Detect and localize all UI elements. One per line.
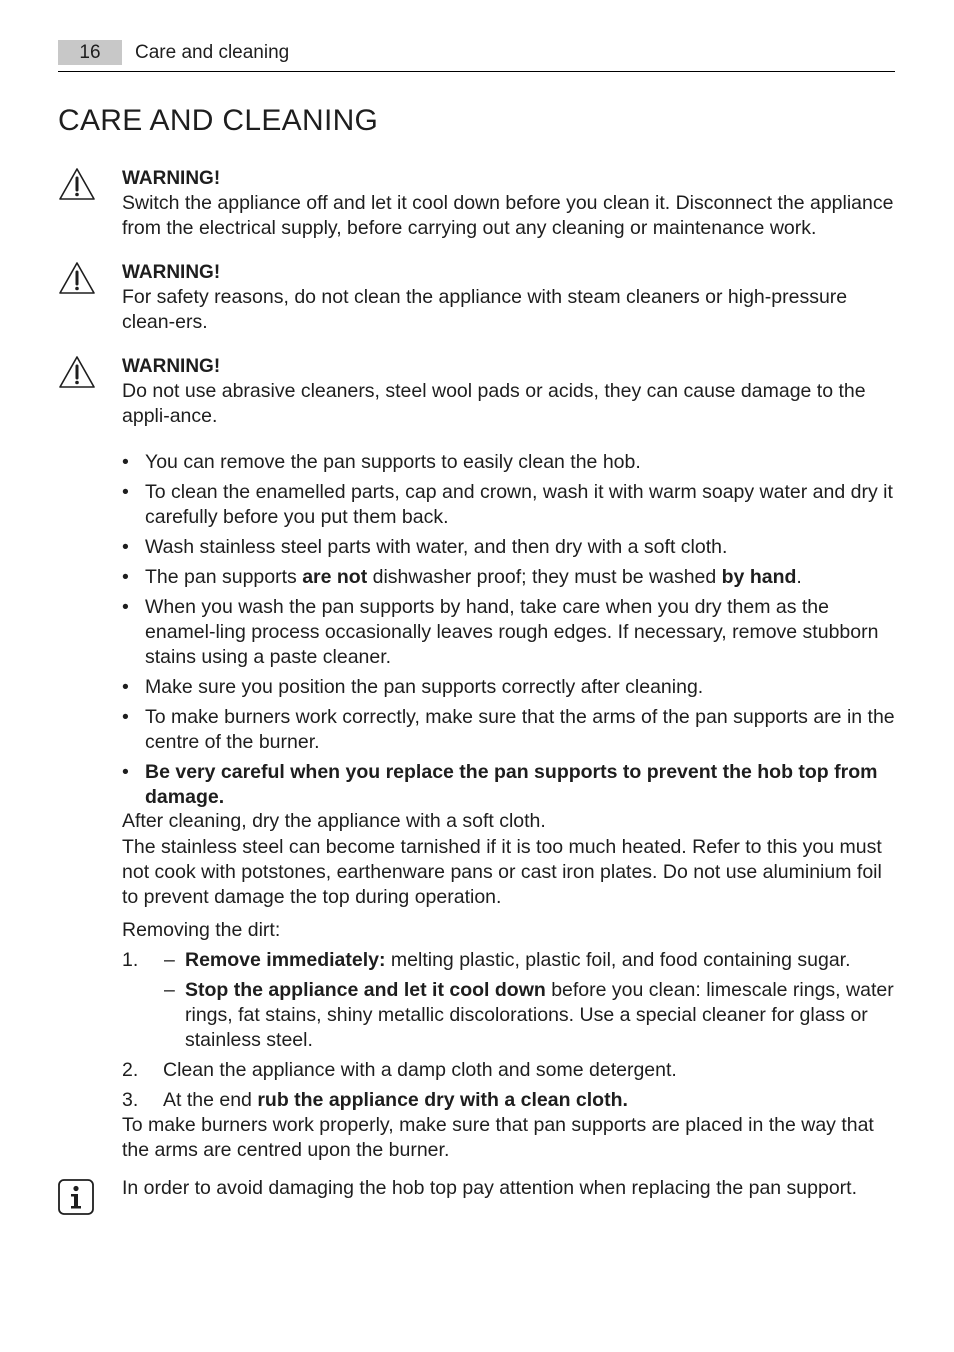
list-item xyxy=(122,595,895,670)
step-1 xyxy=(122,948,895,1053)
list-item-text: The pan supports xyxy=(145,566,303,588)
list-item-text: dishwasher proof; they must be washed xyxy=(367,566,722,588)
list-item xyxy=(122,450,895,475)
list-item-text: You can remove the pan supports to easily clean the hob. xyxy=(145,451,641,473)
list-item xyxy=(122,760,895,810)
cleaning-steps xyxy=(122,948,895,1118)
warning-text: For safety reasons, do not clean the appliance with steam cleaners or high-pressure clean-ers. xyxy=(122,286,848,333)
list-item-text: . xyxy=(796,566,802,588)
list-item xyxy=(122,675,895,700)
step-number: 3. xyxy=(122,1089,139,1111)
list-item xyxy=(122,565,895,590)
dash-marker: – xyxy=(164,949,175,971)
removing-dirt-heading: Removing the dirt: xyxy=(122,919,281,941)
page-title: CARE AND CLEANING xyxy=(58,104,379,137)
step-2 xyxy=(122,1058,895,1083)
info-block xyxy=(58,1176,894,1201)
emphasis-text: are not xyxy=(302,566,368,588)
list-item xyxy=(122,705,895,755)
burners-note: To make burners work properly, make sure that pan supports are placed in the way that the arms are centred upon the burner. xyxy=(122,1114,874,1161)
list-item xyxy=(122,535,895,560)
after-cleaning-text: After cleaning, dry the appliance with a soft cloth. xyxy=(122,810,546,832)
emphasis-text: Stop the appliance and let it cool down xyxy=(185,979,546,1001)
warning-triangle-icon xyxy=(58,261,96,295)
step-1-sub-a xyxy=(122,948,895,973)
warning-block-3 xyxy=(58,354,894,429)
list-item-text: Wash stainless steel parts with water, and then dry with a soft cloth. xyxy=(145,536,728,558)
warning-title: WARNING! xyxy=(122,356,221,377)
page-number: 16 xyxy=(58,40,122,65)
header-section-title: Care and cleaning xyxy=(135,42,290,63)
list-item xyxy=(122,480,895,530)
info-text: In order to avoid damaging the hob top pay attention when replacing the pan support. xyxy=(122,1177,858,1199)
step-text: melting plastic, plastic foil, and food containing sugar. xyxy=(385,949,851,971)
dash-marker: – xyxy=(164,979,175,1001)
warning-title: WARNING! xyxy=(122,168,221,189)
cleaning-tips-list xyxy=(122,450,895,815)
info-icon xyxy=(58,1179,94,1215)
warning-text: Switch the appliance off and let it cool down before you clean it. Disconnect the appliance from the electrical supply, before carrying out any cleaning or maintenance work. xyxy=(122,192,894,239)
list-item-text: To clean the enamelled parts, cap and crown, wash it with warm soapy water and dry it carefully before you put them back. xyxy=(145,481,893,528)
emphasis-text: Remove immediately: xyxy=(185,949,386,971)
list-item-text: Be very careful when you replace the pan supports to prevent the hob top from damage. xyxy=(145,761,878,808)
page-header xyxy=(58,40,895,72)
step-text-container xyxy=(122,1088,895,1113)
warning-triangle-icon xyxy=(58,355,96,389)
step-text: Clean the appliance with a damp cloth and some detergent. xyxy=(163,1059,677,1081)
warning-title: WARNING! xyxy=(122,262,221,283)
warning-block-1 xyxy=(58,166,894,241)
warning-triangle-icon xyxy=(58,167,96,201)
warning-text: Do not use abrasive cleaners, steel wool pads or acids, they can cause damage to the appli-ance. xyxy=(122,380,866,427)
step-text: before you clean: limescale rings, water rings, fat stains, shiny metallic discolorations. Use a special cleaner for glass or stainless steel. xyxy=(185,979,894,1051)
list-item-text: To make burners work correctly, make sure that the arms of the pan supports are in the centre of the burner. xyxy=(145,706,895,753)
step-3 xyxy=(122,1088,895,1113)
step-text: At the end xyxy=(163,1089,258,1111)
stainless-steel-note: The stainless steel can become tarnished if it is too much heated. Refer to this you must not cook with potstones, earthenware pans or cast iron plates. Do not use aluminium foil to prevent damage the top during operation. xyxy=(122,836,882,908)
warning-block-2 xyxy=(58,260,894,335)
emphasis-text: rub the appliance dry with a clean cloth. xyxy=(257,1089,628,1111)
step-1-sub-b xyxy=(122,978,895,1053)
step-number: 1. xyxy=(122,949,139,971)
step-number: 2. xyxy=(122,1059,139,1081)
emphasis-text: by hand xyxy=(721,566,797,588)
list-item-text: When you wash the pan supports by hand, take care when you dry them as the enamel-ling process occasionally leaves rough edges. If necessary, remove stubborn stains using a paste cleaner. xyxy=(145,596,879,668)
list-item-text: Make sure you position the pan supports correctly after cleaning. xyxy=(145,676,704,698)
